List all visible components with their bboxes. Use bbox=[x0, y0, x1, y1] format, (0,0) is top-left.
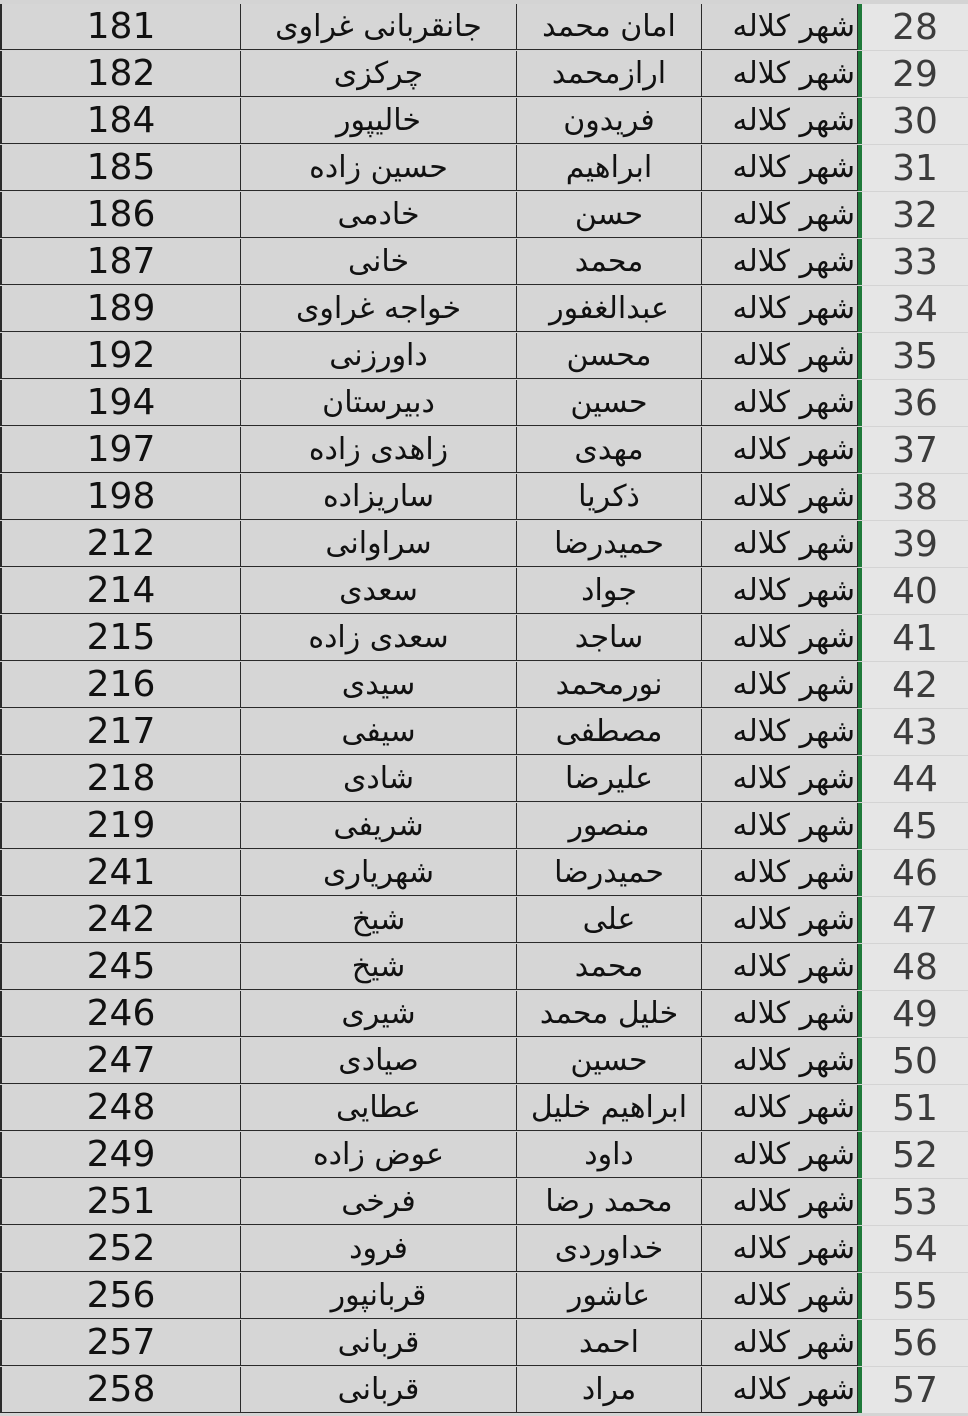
cell-city[interactable]: شهر کلاله bbox=[702, 991, 858, 1037]
row-header-number[interactable]: 56 bbox=[858, 1320, 968, 1366]
cell-last-name[interactable]: خالیپور bbox=[241, 98, 517, 144]
table-row bbox=[0, 145, 968, 192]
cell-city[interactable]: شهر کلاله bbox=[702, 709, 858, 755]
table-row bbox=[0, 1038, 968, 1085]
cell-first-name[interactable]: حسین bbox=[517, 1038, 702, 1084]
cell-city[interactable]: شهر کلاله bbox=[702, 474, 858, 520]
row-header-number[interactable]: 43 bbox=[858, 709, 968, 755]
cell-last-name[interactable]: سعدی زاده bbox=[241, 615, 517, 661]
table-row bbox=[0, 1179, 968, 1226]
cell-first-name[interactable]: حسین bbox=[517, 380, 702, 426]
cell-city[interactable]: شهر کلاله bbox=[702, 1320, 858, 1366]
cell-last-name[interactable]: شادی bbox=[241, 756, 517, 802]
table-row bbox=[0, 850, 968, 897]
table-row bbox=[0, 568, 968, 615]
cell-first-name[interactable]: مصطفی bbox=[517, 709, 702, 755]
cell-first-name[interactable]: داود bbox=[517, 1132, 702, 1178]
cell-city[interactable]: شهر کلاله bbox=[702, 850, 858, 896]
cell-last-name[interactable]: سیدی bbox=[241, 662, 517, 708]
cell-first-name[interactable]: عبدالغفور bbox=[517, 286, 702, 332]
cell-last-name[interactable]: حسین زاده bbox=[241, 145, 517, 191]
table-row bbox=[0, 615, 968, 662]
cell-number[interactable]: 241 bbox=[0, 850, 241, 896]
cell-city[interactable]: شهر کلاله bbox=[702, 1085, 858, 1131]
cell-last-name[interactable]: قربانی bbox=[241, 1367, 517, 1413]
cell-last-name[interactable]: خادمی bbox=[241, 192, 517, 238]
row-header-number[interactable]: 55 bbox=[858, 1273, 968, 1319]
table-row bbox=[0, 709, 968, 756]
cell-first-name[interactable]: ذکریا bbox=[517, 474, 702, 520]
cell-number[interactable]: 242 bbox=[0, 897, 241, 943]
row-header-number[interactable]: 32 bbox=[858, 192, 968, 238]
cell-first-name[interactable]: خلیل محمد bbox=[517, 991, 702, 1037]
cell-number[interactable]: 189 bbox=[0, 286, 241, 332]
cell-number[interactable]: 182 bbox=[0, 51, 241, 97]
cell-number[interactable]: 245 bbox=[0, 944, 241, 990]
cell-city[interactable]: شهر کلاله bbox=[702, 192, 858, 238]
table-row bbox=[0, 192, 968, 239]
cell-city[interactable]: شهر کلاله bbox=[702, 521, 858, 567]
table-row bbox=[0, 98, 968, 145]
row-header-number[interactable]: 48 bbox=[858, 944, 968, 990]
cell-number[interactable]: 194 bbox=[0, 380, 241, 426]
row-header-number[interactable]: 46 bbox=[858, 850, 968, 896]
row-header-number[interactable]: 57 bbox=[858, 1367, 968, 1413]
cell-first-name[interactable]: علیرضا bbox=[517, 756, 702, 802]
table-row bbox=[0, 662, 968, 709]
cell-city[interactable]: شهر کلاله bbox=[702, 1132, 858, 1178]
table-row bbox=[0, 756, 968, 803]
cell-last-name[interactable]: جانقربانی غراوی bbox=[241, 4, 517, 50]
row-header-number[interactable]: 40 bbox=[858, 568, 968, 614]
cell-first-name[interactable]: محمد bbox=[517, 239, 702, 285]
table-row bbox=[0, 51, 968, 98]
cell-city[interactable]: شهر کلاله bbox=[702, 803, 858, 849]
row-header-number[interactable]: 47 bbox=[858, 897, 968, 943]
cell-first-name[interactable]: عاشور bbox=[517, 1273, 702, 1319]
cell-last-name[interactable]: ساریزاده bbox=[241, 474, 517, 520]
row-header-number[interactable]: 53 bbox=[858, 1179, 968, 1225]
row-header-number[interactable]: 34 bbox=[858, 286, 968, 332]
cell-first-name[interactable]: منصور bbox=[517, 803, 702, 849]
row-header-number[interactable]: 42 bbox=[858, 662, 968, 708]
table-row bbox=[0, 4, 968, 51]
table-row bbox=[0, 897, 968, 944]
cell-number[interactable]: 218 bbox=[0, 756, 241, 802]
cell-last-name[interactable]: عطایی bbox=[241, 1085, 517, 1131]
row-header-number[interactable]: 37 bbox=[858, 427, 968, 473]
cell-number[interactable]: 214 bbox=[0, 568, 241, 614]
cell-first-name[interactable]: نورمحمد bbox=[517, 662, 702, 708]
cell-number[interactable]: 247 bbox=[0, 1038, 241, 1084]
cell-last-name[interactable]: صیادی bbox=[241, 1038, 517, 1084]
cell-number[interactable]: 197 bbox=[0, 427, 241, 473]
cell-city[interactable]: شهر کلاله bbox=[702, 568, 858, 614]
cell-first-name[interactable]: حمیدرضا bbox=[517, 850, 702, 896]
row-header-number[interactable]: 51 bbox=[858, 1085, 968, 1131]
cell-number[interactable]: 256 bbox=[0, 1273, 241, 1319]
row-header-number[interactable]: 44 bbox=[858, 756, 968, 802]
cell-city[interactable]: شهر کلاله bbox=[702, 662, 858, 708]
cell-city[interactable]: شهر کلاله bbox=[702, 756, 858, 802]
cell-city[interactable]: شهر کلاله bbox=[702, 239, 858, 285]
cell-last-name[interactable]: سیفی bbox=[241, 709, 517, 755]
row-header-number[interactable]: 36 bbox=[858, 380, 968, 426]
cell-last-name[interactable]: شیری bbox=[241, 991, 517, 1037]
row-header-number[interactable]: 30 bbox=[858, 98, 968, 144]
cell-city[interactable]: شهر کلاله bbox=[702, 427, 858, 473]
cell-number[interactable]: 198 bbox=[0, 474, 241, 520]
cell-last-name[interactable]: قربانی bbox=[241, 1320, 517, 1366]
cell-first-name[interactable]: امان محمد bbox=[517, 4, 702, 50]
cell-first-name[interactable]: ساجد bbox=[517, 615, 702, 661]
cell-first-name[interactable]: حمیدرضا bbox=[517, 521, 702, 567]
cell-number[interactable]: 249 bbox=[0, 1132, 241, 1178]
cell-last-name[interactable]: شهریاری bbox=[241, 850, 517, 896]
cell-last-name[interactable]: خانی bbox=[241, 239, 517, 285]
cell-city[interactable]: شهر کلاله bbox=[702, 1226, 858, 1272]
table-row bbox=[0, 286, 968, 333]
table-row bbox=[0, 991, 968, 1038]
cell-first-name[interactable]: فریدون bbox=[517, 98, 702, 144]
table-row bbox=[0, 333, 968, 380]
cell-first-name[interactable]: علی bbox=[517, 897, 702, 943]
cell-number[interactable]: 212 bbox=[0, 521, 241, 567]
cell-first-name[interactable]: ابراهیم خلیل bbox=[517, 1085, 702, 1131]
row-header-number[interactable]: 45 bbox=[858, 803, 968, 849]
table-row bbox=[0, 803, 968, 850]
cell-last-name[interactable]: دبیرستان bbox=[241, 380, 517, 426]
cell-city[interactable]: شهر کلاله bbox=[702, 615, 858, 661]
cell-last-name[interactable]: فرخی bbox=[241, 1179, 517, 1225]
row-header-number[interactable]: 49 bbox=[858, 991, 968, 1037]
table-row bbox=[0, 1320, 968, 1367]
cell-city[interactable]: شهر کلاله bbox=[702, 51, 858, 97]
cell-number[interactable]: 246 bbox=[0, 991, 241, 1037]
cell-first-name[interactable]: مراد bbox=[517, 1367, 702, 1413]
cell-number[interactable]: 258 bbox=[0, 1367, 241, 1413]
cell-last-name[interactable]: شیخ bbox=[241, 897, 517, 943]
cell-number[interactable]: 186 bbox=[0, 192, 241, 238]
cell-number[interactable]: 248 bbox=[0, 1085, 241, 1131]
cell-number[interactable]: 192 bbox=[0, 333, 241, 379]
row-header-number[interactable]: 41 bbox=[858, 615, 968, 661]
table-row bbox=[0, 1226, 968, 1273]
cell-last-name[interactable]: فرود bbox=[241, 1226, 517, 1272]
row-header-number[interactable]: 52 bbox=[858, 1132, 968, 1178]
cell-last-name[interactable]: شیخ bbox=[241, 944, 517, 990]
cell-number[interactable]: 184 bbox=[0, 98, 241, 144]
table-row bbox=[0, 1273, 968, 1320]
cell-first-name[interactable]: خداوردی bbox=[517, 1226, 702, 1272]
row-header-number[interactable]: 28 bbox=[858, 4, 968, 50]
cell-city[interactable]: شهر کلاله bbox=[702, 944, 858, 990]
cell-last-name[interactable]: قربانپور bbox=[241, 1273, 517, 1319]
cell-last-name[interactable]: زاهدی زاده bbox=[241, 427, 517, 473]
table-row bbox=[0, 239, 968, 286]
cell-last-name[interactable]: سراوانی bbox=[241, 521, 517, 567]
cell-city[interactable]: شهر کلاله bbox=[702, 4, 858, 50]
cell-city[interactable]: شهر کلاله bbox=[702, 333, 858, 379]
table-row bbox=[0, 1132, 968, 1179]
cell-last-name[interactable]: سعدی bbox=[241, 568, 517, 614]
cell-number[interactable]: 185 bbox=[0, 145, 241, 191]
cell-last-name[interactable]: چرکزی bbox=[241, 51, 517, 97]
cell-first-name[interactable]: احمد bbox=[517, 1320, 702, 1366]
row-header-number[interactable]: 50 bbox=[858, 1038, 968, 1084]
row-header-number[interactable]: 39 bbox=[858, 521, 968, 567]
cell-number[interactable]: 216 bbox=[0, 662, 241, 708]
cell-number[interactable]: 181 bbox=[0, 4, 241, 50]
table-row bbox=[0, 427, 968, 474]
cell-first-name[interactable]: جواد bbox=[517, 568, 702, 614]
table-row bbox=[0, 944, 968, 991]
cell-number[interactable]: 251 bbox=[0, 1179, 241, 1225]
cell-city[interactable]: شهر کلاله bbox=[702, 145, 858, 191]
cell-first-name[interactable]: محمد bbox=[517, 944, 702, 990]
table-row bbox=[0, 1085, 968, 1132]
cell-last-name[interactable]: شریفی bbox=[241, 803, 517, 849]
cell-last-name[interactable]: خواجه غراوی bbox=[241, 286, 517, 332]
cell-first-name[interactable]: حسن bbox=[517, 192, 702, 238]
cell-number[interactable]: 187 bbox=[0, 239, 241, 285]
row-header-number[interactable]: 33 bbox=[858, 239, 968, 285]
cell-city[interactable]: شهر کلاله bbox=[702, 897, 858, 943]
cell-city[interactable]: شهر کلاله bbox=[702, 1179, 858, 1225]
cell-city[interactable]: شهر کلاله bbox=[702, 98, 858, 144]
table-row bbox=[0, 380, 968, 427]
cell-city[interactable]: شهر کلاله bbox=[702, 1038, 858, 1084]
table-row bbox=[0, 474, 968, 521]
cell-city[interactable]: شهر کلاله bbox=[702, 1273, 858, 1319]
cell-first-name[interactable]: ابراهیم bbox=[517, 145, 702, 191]
cell-last-name[interactable]: داورزنی bbox=[241, 333, 517, 379]
row-header-number[interactable]: 29 bbox=[858, 51, 968, 97]
row-header-number[interactable]: 54 bbox=[858, 1226, 968, 1272]
cell-number[interactable]: 252 bbox=[0, 1226, 241, 1272]
cell-number[interactable]: 219 bbox=[0, 803, 241, 849]
table-row bbox=[0, 1367, 968, 1414]
cell-number[interactable]: 257 bbox=[0, 1320, 241, 1366]
cell-first-name[interactable]: مهدی bbox=[517, 427, 702, 473]
cell-number[interactable]: 215 bbox=[0, 615, 241, 661]
cell-first-name[interactable]: ارازمحمد bbox=[517, 51, 702, 97]
row-header-number[interactable]: 35 bbox=[858, 333, 968, 379]
cell-city[interactable]: شهر کلاله bbox=[702, 286, 858, 332]
table-row bbox=[0, 521, 968, 568]
cell-city[interactable]: شهر کلاله bbox=[702, 1367, 858, 1413]
cell-last-name[interactable]: عوض زاده bbox=[241, 1132, 517, 1178]
row-header-number[interactable]: 38 bbox=[858, 474, 968, 520]
cell-number[interactable]: 217 bbox=[0, 709, 241, 755]
cell-first-name[interactable]: محسن bbox=[517, 333, 702, 379]
cell-first-name[interactable]: محمد رضا bbox=[517, 1179, 702, 1225]
row-header-number[interactable]: 31 bbox=[858, 145, 968, 191]
cell-city[interactable]: شهر کلاله bbox=[702, 380, 858, 426]
